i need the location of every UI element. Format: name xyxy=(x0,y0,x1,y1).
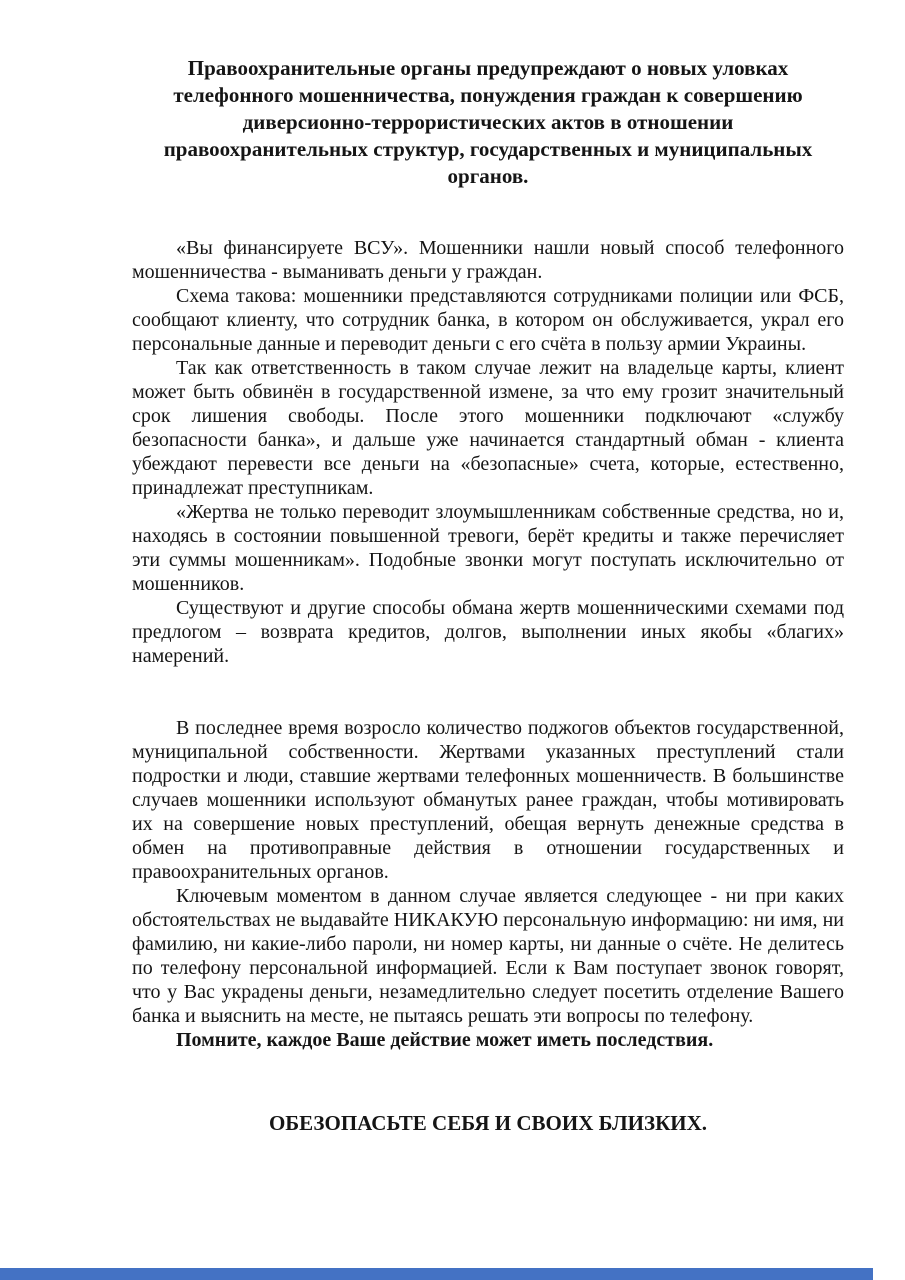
title-line: правоохранительных структур, государственных и муниципальных xyxy=(163,137,813,161)
page-title xyxy=(132,55,844,190)
title-line: диверсионно-террористических актов в отношении xyxy=(242,110,734,134)
paragraph-warning-1: В последнее время возросло количество поджогов объектов государственной, муниципальной собственности. Жертвами указанных преступлений стали подростки и люди, ставшие жертвами телефонных мошенничеств. В большинстве случаев мошенники используют обманутых ранее граждан, чтобы мотивировать их на совершение новых преступлений, обещая вернуть денежные средства в обмен на противоправные действия в отношении государственных и правоохранительных органов. xyxy=(132,717,844,883)
paragraph-intro-3: Так как ответственность в таком случае лежит на владельце карты, клиент может быть обвинён в государственной измене, за что ему грозит значительный срок лишения свободы. После этого мошенники подключают «службу безопасности банка», и дальше уже начинается стандартный обман - клиента убеждают перевести все деньги на «безопасные» счета, которые, естественно, принадлежат преступникам. xyxy=(132,357,844,499)
title-line: телефонного мошенничества, понуждения граждан к совершению xyxy=(173,83,803,107)
bottom-accent-bar xyxy=(0,1268,873,1280)
paragraph-intro-1: «Вы финансируете ВСУ». Мошенники нашли новый способ телефонного мошенничества - выманивать деньги у граждан. xyxy=(132,237,844,283)
paragraph-warning-2: Ключевым моментом в данном случае является следующее - ни при каких обстоятельствах не выдавайте НИКАКУЮ персональную информацию: ни имя, ни фамилию, ни какие-либо пароли, ни номер карты, ни данные о счёте. Не делитесь по телефону персональной информацией. Если к Вам поступает звонок говорят, что у Вас украдены деньги, незамедлительно следует посетить отделение Вашего банка и выяснить на месте, не пытаясь решать эти вопросы по телефону. xyxy=(132,885,844,1027)
title-line: органов. xyxy=(447,164,529,188)
paragraph-intro-5: Существуют и другие способы обмана жертв мошенническими схемами под предлогом – возврата кредитов, долгов, выполнении иных якобы «благих» намерений. xyxy=(132,597,844,667)
paragraph-intro-2: Схема такова: мошенники представляются сотрудниками полиции или ФСБ, сообщают клиенту, что сотрудник банка, в котором он обслуживается, украл его персональные данные и переводит деньги с его счёта в пользу армии Украины. xyxy=(132,285,844,355)
document-content xyxy=(132,0,844,1137)
document-body xyxy=(132,236,844,1052)
paragraph-intro-4: «Жертва не только переводит злоумышленникам собственные средства, но и, находясь в состоянии повышенной тревоги, берёт кредиты и также перечисляет эти суммы мошенникам». Подобные звонки могут поступать исключительно от мошенников. xyxy=(132,501,844,595)
title-line: Правоохранительные органы предупреждают о новых уловках xyxy=(187,56,789,80)
reminder-line: Помните, каждое Ваше действие может иметь последствия. xyxy=(176,1029,714,1051)
section-gap xyxy=(132,668,844,716)
footer-slogan: ОБЕЗОПАСЬТЕ СЕБЯ И СВОИХ БЛИЗКИХ. xyxy=(268,1111,708,1135)
